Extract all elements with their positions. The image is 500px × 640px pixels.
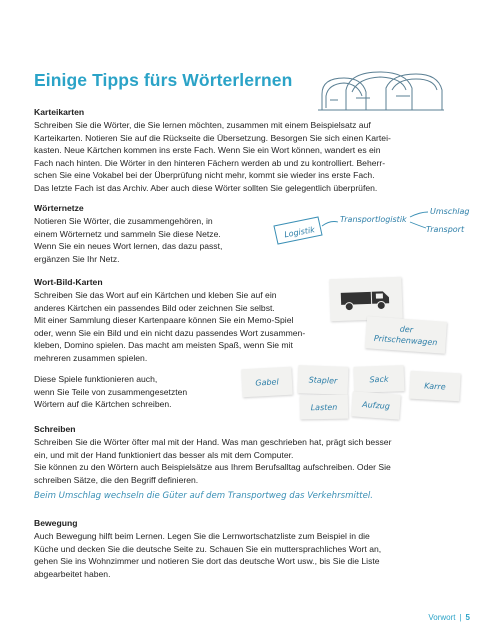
text-line: Das letzte Fach ist das Archiv. Aber auch diese Wörter sollten Sie gelegentlich überprüfen. [34, 182, 378, 193]
text-line: ergänzen Sie Ihr Netz. [34, 253, 120, 264]
word-card: Stapler [298, 365, 349, 395]
text-line: gehen Sie ins Wohnzimmer und notieren Sie dort das deutsche Wort usw., bis Sie die Liste [34, 556, 380, 567]
paragraph-woerternetze [34, 215, 222, 265]
net-connector [410, 212, 428, 217]
heading-woerternetze: Wörternetze [34, 203, 84, 213]
text-line: Diese Spiele funktionieren auch, [34, 374, 158, 384]
truck-icon [339, 285, 394, 313]
text-line: Schreiben Sie die Wörter, die Sie lernen möchten, zusammen mit einem Beispielsatz auf [34, 120, 371, 130]
heading-karteikarten: Karteikarten [34, 107, 85, 117]
text-line: kasten. Neue Kärtchen kommen ins erste Fach. Wenn Sie ein Wort können, wandert es ein [34, 145, 381, 156]
text-line: Fach nach hinten. Die Wörter in den hinteren Fächern werden ab und zu kontrolliert. Beherr- [34, 157, 386, 168]
net-connector [322, 222, 338, 227]
text-line: Wenn Sie ein neues Wort lernen, das dazu passt, [34, 241, 223, 252]
handwritten-example: Beim Umschlag wechseln die Güter auf dem Transportweg das Verkehrsmittel. [34, 491, 374, 501]
net-connector [410, 222, 426, 228]
word-card: Aufzug [351, 391, 401, 419]
paragraph-spiele [34, 373, 187, 411]
page-title: Einige Tipps fürs Wörterlernen [34, 70, 293, 90]
text-line: Karteikarten. Notieren Sie auf die Rückseite die Übersetzung. Besorgen Sie sich einen Kartei- [34, 132, 391, 143]
word-card: Gabel [241, 367, 292, 398]
page-number: 5 [465, 613, 470, 622]
truck-word-article: der [399, 324, 414, 335]
net-mid-label: Transportlogistik [340, 215, 407, 224]
text-line: Küche und decken Sie die deutsche Seite zu. Schauen Sie ein muttersprachliches Wort an, [34, 543, 382, 554]
heading-wortbild: Wort-Bild-Karten [34, 277, 103, 287]
card-box-icon [316, 70, 446, 112]
net-center-label: Logistik [283, 225, 316, 240]
text-line: Mit einer Sammlung dieser Kartenpaare können Sie ein Memo-Spiel [34, 315, 294, 326]
text-line: Schreiben Sie die Wörter öfter mal mit der Hand. Was man geschrieben hat, prägt sich besser [34, 437, 392, 447]
net-top-label: Umschlag [430, 207, 470, 216]
word-net [270, 200, 470, 252]
truck-word-card [365, 316, 447, 354]
footer-label: Vorwort [428, 613, 456, 622]
word-card: Sack [354, 365, 405, 393]
truck-word-noun: Pritschenwagen [373, 333, 438, 348]
text-line: Notieren Sie Wörter, die zusammengehören, in [34, 216, 213, 226]
heading-schreiben: Schreiben [34, 424, 76, 434]
heading-bewegung: Bewegung [34, 518, 78, 528]
text-line: schen Sie eine Vokabel bei der Überprüfung nicht mehr, kommt sie wieder ins erste Fach. [34, 170, 375, 181]
footer-separator: | [459, 613, 462, 622]
paragraph-bewegung [34, 530, 381, 580]
word-card: Karre [409, 371, 460, 402]
word-card: Lasten [300, 395, 348, 420]
text-line: wenn Sie Teile von zusammengesetzten [34, 386, 188, 397]
text-line: einem Wörternetz und sammeln Sie diese Netze. [34, 228, 221, 239]
text-line: schreiben Sätze, die den Begriff definieren. [34, 474, 199, 485]
paragraph-schreiben [34, 436, 391, 486]
text-line: anderes Kärtchen ein passendes Bild oder zeichnen Sie selbst. [34, 302, 275, 313]
text-line: Sie können zu den Wörtern auch Beispielsätze aus Ihrem Berufsalltag aufschreiben. Oder Sie [34, 462, 391, 473]
text-line: Wörtern auf die Kärtchen schreiben. [34, 399, 172, 410]
truck-picture-card [329, 277, 402, 321]
net-bottom-label: Transport [426, 225, 465, 234]
text-line: Auch Bewegung hilft beim Lernen. Legen Sie die Lernwortschatzliste zum Beispiel in die [34, 531, 370, 541]
paragraph-wortbild [34, 289, 305, 365]
text-line: ein, und mit der Hand funktioniert das besser als mit dem Computer. [34, 449, 294, 460]
text-line: mehreren zusammen spielen. [34, 352, 148, 363]
paragraph-karteikarten [34, 119, 391, 195]
text-line: oder, wenn Sie ein Bild und ein nicht dazu passendes Wort zusammen- [34, 327, 306, 338]
text-line: Schreiben Sie das Wort auf ein Kärtchen und kleben Sie auf ein [34, 290, 277, 300]
text-line: kleben, Domino spielen. Das macht am meisten Spaß, wenn Sie mit [34, 340, 293, 351]
page-footer [428, 613, 470, 622]
text-line: abgearbeitet haben. [34, 568, 111, 579]
